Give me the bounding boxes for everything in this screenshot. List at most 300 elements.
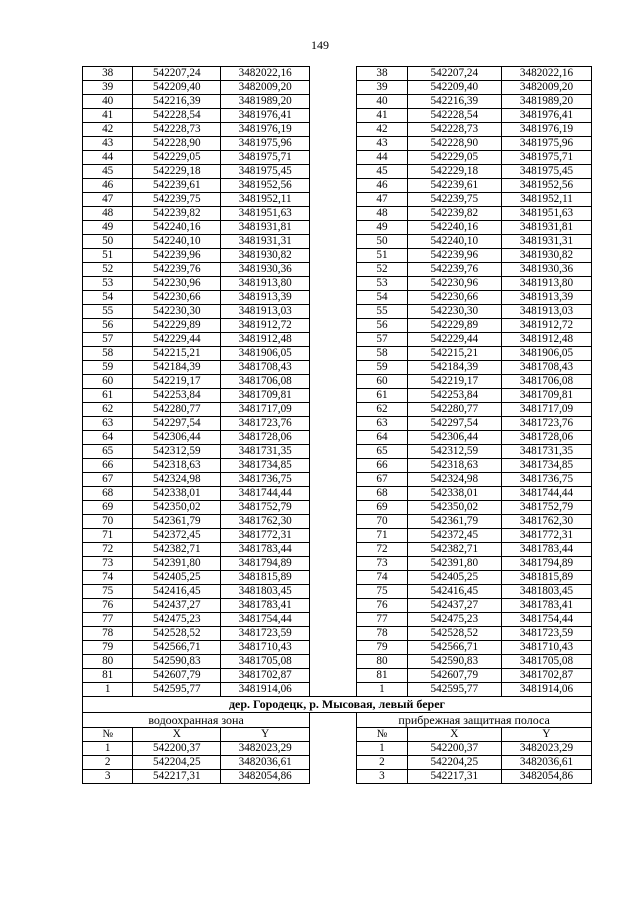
left-x-coordinate-cell: 542391,80 [133,557,221,571]
right-point-number-cell: 56 [357,319,407,333]
column-gap [310,770,357,784]
table-row [83,655,592,669]
left-x-coordinate-cell: 542228,54 [133,109,221,123]
right-point-number-cell: 1 [357,683,407,697]
page-number: 149 [311,38,329,52]
right-x-coordinate-cell: 542229,44 [407,333,501,347]
table-row [83,207,592,221]
right-point-number-cell: 40 [357,95,407,109]
column-gap [310,263,357,277]
left-y-coordinate-cell: 3481734,85 [221,459,310,473]
column-gap [310,529,357,543]
left-point-number-cell: 69 [83,501,133,515]
right-y-coordinate-cell: 3481803,45 [501,585,591,599]
left-x-coordinate-cell: 542253,84 [133,389,221,403]
left-y-coordinate-cell: 3481952,56 [221,179,310,193]
left-x-coordinate-cell: 542229,18 [133,165,221,179]
left-x-coordinate-cell: 542229,05 [133,151,221,165]
left-point-number-cell: 45 [83,165,133,179]
left-x-coordinate-cell: 542590,83 [133,655,221,669]
right-x-coordinate-cell: 542253,84 [407,389,501,403]
column-gap [310,683,357,697]
right-x-coordinate-cell: 542239,82 [407,207,501,221]
right-point-number-cell: 79 [357,641,407,655]
left-x-coordinate-cell: 542361,79 [133,515,221,529]
table-row [83,669,592,683]
column-gap [310,655,357,669]
column-gap [310,137,357,151]
right-point-number-cell: 59 [357,361,407,375]
left-x-coordinate-cell: 542416,45 [133,585,221,599]
left-x-coordinate-cell: 542239,75 [133,193,221,207]
right-point-number-cell: 73 [357,557,407,571]
left-point-number-cell: 76 [83,599,133,613]
column-gap [310,109,357,123]
left-y-coordinate-cell: 3481930,82 [221,249,310,263]
left-point-number-cell: 53 [83,277,133,291]
column-gap [310,277,357,291]
column-gap [310,756,357,770]
right-point-number-cell: 60 [357,375,407,389]
left-y-coordinate-cell: 3481717,09 [221,403,310,417]
right-x-coordinate-cell: 542204,25 [407,756,501,770]
left-x-coordinate-cell: 542215,21 [133,347,221,361]
left-point-number-cell: 3 [83,770,133,784]
column-gap [310,557,357,571]
table-row [83,193,592,207]
column-gap [310,249,357,263]
right-y-coordinate-cell: 3481952,56 [501,179,591,193]
right-y-coordinate-cell: 3481706,08 [501,375,591,389]
left-x-coordinate-cell: 542217,31 [133,770,221,784]
left-y-coordinate-cell: 3481752,79 [221,501,310,515]
right-y-coordinate-cell: 3482054,86 [501,770,591,784]
right-x-coordinate-cell: 542318,63 [407,459,501,473]
left-y-coordinate-cell: 3481783,41 [221,599,310,613]
table-row [83,459,592,473]
left-point-number-cell: 62 [83,403,133,417]
left-y-coordinate-cell: 3482009,20 [221,81,310,95]
table-row [83,543,592,557]
right-x-coordinate-cell: 542200,37 [407,742,501,756]
left-y-coordinate-cell: 3482023,29 [221,742,310,756]
left-x-coordinate-cell: 542229,44 [133,333,221,347]
table-row [83,473,592,487]
left-x-coordinate-cell: 542240,10 [133,235,221,249]
right-point-number-cell: 66 [357,459,407,473]
table-row [83,123,592,137]
column-gap [310,291,357,305]
column-gap [310,487,357,501]
right-y-coordinate-cell: 3481708,43 [501,361,591,375]
right-y-coordinate-cell: 3481783,41 [501,599,591,613]
right-x-coordinate-cell: 542240,16 [407,221,501,235]
column-gap [310,81,357,95]
left-y-header: Y [221,728,310,742]
right-x-coordinate-cell: 542230,30 [407,305,501,319]
left-x-coordinate-cell: 542475,23 [133,613,221,627]
left-x-coordinate-cell: 542350,02 [133,501,221,515]
left-y-coordinate-cell: 3481731,35 [221,445,310,459]
right-point-number-cell: 46 [357,179,407,193]
left-x-coordinate-cell: 542239,96 [133,249,221,263]
left-y-coordinate-cell: 3481952,11 [221,193,310,207]
left-point-number-cell: 43 [83,137,133,151]
left-x-coordinate-cell: 542204,25 [133,756,221,770]
left-y-coordinate-cell: 3481803,45 [221,585,310,599]
column-gap [310,571,357,585]
table-row [83,571,592,585]
right-y-coordinate-cell: 3481913,03 [501,305,591,319]
right-point-number-cell: 61 [357,389,407,403]
right-point-number-cell: 45 [357,165,407,179]
right-y-coordinate-cell: 3481975,96 [501,137,591,151]
right-x-coordinate-cell: 542306,44 [407,431,501,445]
subtitle-row [83,713,592,728]
column-gap [310,123,357,137]
right-x-coordinate-cell: 542350,02 [407,501,501,515]
left-x-coordinate-cell: 542297,54 [133,417,221,431]
right-x-coordinate-cell: 542228,73 [407,123,501,137]
left-x-coordinate-cell: 542229,89 [133,319,221,333]
right-point-number-cell: 38 [357,67,407,81]
left-y-coordinate-cell: 3481906,05 [221,347,310,361]
left-x-coordinate-cell: 542595,77 [133,683,221,697]
right-y-coordinate-cell: 3481728,06 [501,431,591,445]
left-point-number-cell: 70 [83,515,133,529]
table-row [83,599,592,613]
table-row [83,109,592,123]
right-x-coordinate-cell: 542590,83 [407,655,501,669]
right-x-coordinate-cell: 542239,61 [407,179,501,193]
right-x-coordinate-cell: 542209,40 [407,81,501,95]
column-gap [310,543,357,557]
left-y-coordinate-cell: 3481708,43 [221,361,310,375]
column-gap [310,613,357,627]
left-y-coordinate-cell: 3481772,31 [221,529,310,543]
right-x-coordinate-cell: 542216,39 [407,95,501,109]
column-gap [310,431,357,445]
right-point-number-cell: 58 [357,347,407,361]
left-y-coordinate-cell: 3481794,89 [221,557,310,571]
right-y-coordinate-cell: 3481752,79 [501,501,591,515]
left-x-coordinate-cell: 542372,45 [133,529,221,543]
right-point-number-cell: 49 [357,221,407,235]
column-gap [310,641,357,655]
table-row [83,249,592,263]
right-point-number-cell: 80 [357,655,407,669]
left-point-number-cell: 51 [83,249,133,263]
right-x-coordinate-cell: 542361,79 [407,515,501,529]
right-x-coordinate-cell: 542240,10 [407,235,501,249]
right-point-number-cell: 64 [357,431,407,445]
left-x-coordinate-cell: 542607,79 [133,669,221,683]
right-number-header: № [357,728,407,742]
left-y-coordinate-cell: 3481913,39 [221,291,310,305]
left-point-number-cell: 54 [83,291,133,305]
right-y-coordinate-cell: 3481731,35 [501,445,591,459]
left-x-coordinate-cell: 542219,17 [133,375,221,389]
left-point-number-cell: 73 [83,557,133,571]
table-row [83,165,592,179]
left-point-number-cell: 46 [83,179,133,193]
left-point-number-cell: 58 [83,347,133,361]
column-gap [310,95,357,109]
column-gap [310,501,357,515]
right-x-coordinate-cell: 542391,80 [407,557,501,571]
left-y-coordinate-cell: 3481723,76 [221,417,310,431]
left-point-number-cell: 81 [83,669,133,683]
table-row [83,445,592,459]
table-row [83,95,592,109]
right-point-number-cell: 44 [357,151,407,165]
table-row [83,487,592,501]
left-y-coordinate-cell: 3481709,81 [221,389,310,403]
left-point-number-cell: 40 [83,95,133,109]
right-y-coordinate-cell: 3481976,19 [501,123,591,137]
left-x-coordinate-cell: 542239,61 [133,179,221,193]
left-point-number-cell: 75 [83,585,133,599]
right-y-coordinate-cell: 3481734,85 [501,459,591,473]
left-y-coordinate-cell: 3481913,03 [221,305,310,319]
right-point-number-cell: 78 [357,627,407,641]
left-y-coordinate-cell: 3481976,19 [221,123,310,137]
right-x-coordinate-cell: 542566,71 [407,641,501,655]
column-gap [310,445,357,459]
right-y-coordinate-cell: 3481794,89 [501,557,591,571]
left-number-header: № [83,728,133,742]
column-gap [310,459,357,473]
column-gap [310,403,357,417]
column-gap [310,165,357,179]
left-point-number-cell: 77 [83,613,133,627]
right-x-header: X [407,728,501,742]
right-x-coordinate-cell: 542229,05 [407,151,501,165]
right-point-number-cell: 70 [357,515,407,529]
section-table-row [83,742,592,756]
left-x-coordinate-cell: 542216,39 [133,95,221,109]
left-x-coordinate-cell: 542382,71 [133,543,221,557]
left-y-coordinate-cell: 3481931,31 [221,235,310,249]
section-table-row [83,770,592,784]
left-point-number-cell: 38 [83,67,133,81]
left-point-number-cell: 1 [83,683,133,697]
right-x-coordinate-cell: 542229,18 [407,165,501,179]
right-y-coordinate-cell: 3481717,09 [501,403,591,417]
right-x-coordinate-cell: 542184,39 [407,361,501,375]
left-y-coordinate-cell: 3481951,63 [221,207,310,221]
column-gap [310,333,357,347]
right-point-number-cell: 69 [357,501,407,515]
left-point-number-cell: 42 [83,123,133,137]
left-y-coordinate-cell: 3482036,61 [221,756,310,770]
right-point-number-cell: 72 [357,543,407,557]
left-x-coordinate-cell: 542306,44 [133,431,221,445]
column-gap [310,728,357,742]
right-y-coordinate-cell: 3481989,20 [501,95,591,109]
column-gap [310,193,357,207]
right-y-coordinate-cell: 3481723,76 [501,417,591,431]
left-y-coordinate-cell: 3481744,44 [221,487,310,501]
right-x-coordinate-cell: 542416,45 [407,585,501,599]
section-title: дер. Городецк, р. Мысовая, левый берег [83,697,592,713]
right-subtitle: прибрежная защитная полоса [357,713,592,728]
left-point-number-cell: 39 [83,81,133,95]
right-x-coordinate-cell: 542437,27 [407,599,501,613]
right-y-coordinate-cell: 3481723,59 [501,627,591,641]
left-point-number-cell: 49 [83,221,133,235]
right-x-coordinate-cell: 542228,90 [407,137,501,151]
table-row [83,375,592,389]
right-y-coordinate-cell: 3481951,63 [501,207,591,221]
table-row [83,291,592,305]
left-x-coordinate-cell: 542239,82 [133,207,221,221]
table-row [83,613,592,627]
right-y-coordinate-cell: 3481912,48 [501,333,591,347]
left-point-number-cell: 41 [83,109,133,123]
right-x-coordinate-cell: 542229,89 [407,319,501,333]
right-point-number-cell: 1 [357,742,407,756]
right-y-coordinate-cell: 3481912,72 [501,319,591,333]
table-row [83,683,592,697]
right-y-coordinate-cell: 3481772,31 [501,529,591,543]
right-point-number-cell: 71 [357,529,407,543]
left-y-coordinate-cell: 3481976,41 [221,109,310,123]
right-point-number-cell: 57 [357,333,407,347]
right-x-coordinate-cell: 542475,23 [407,613,501,627]
table-row [83,389,592,403]
left-y-coordinate-cell: 3482022,16 [221,67,310,81]
right-point-number-cell: 50 [357,235,407,249]
right-point-number-cell: 65 [357,445,407,459]
table-row [83,641,592,655]
column-gap [310,207,357,221]
right-y-coordinate-cell: 3481705,08 [501,655,591,669]
left-subtitle: водоохранная зона [83,713,310,728]
left-x-coordinate-cell: 542566,71 [133,641,221,655]
right-y-coordinate-cell: 3481914,06 [501,683,591,697]
column-gap [310,375,357,389]
left-y-coordinate-cell: 3481728,06 [221,431,310,445]
right-y-coordinate-cell: 3481709,81 [501,389,591,403]
table-row [83,263,592,277]
right-point-number-cell: 62 [357,403,407,417]
table-row [83,319,592,333]
left-x-coordinate-cell: 542184,39 [133,361,221,375]
right-x-coordinate-cell: 542230,66 [407,291,501,305]
right-x-coordinate-cell: 542207,24 [407,67,501,81]
table-row [83,137,592,151]
right-y-coordinate-cell: 3482023,29 [501,742,591,756]
left-x-coordinate-cell: 542230,96 [133,277,221,291]
left-x-coordinate-cell: 542312,59 [133,445,221,459]
right-y-coordinate-cell: 3481783,44 [501,543,591,557]
right-y-coordinate-cell: 3481815,89 [501,571,591,585]
table-row [83,67,592,81]
left-point-number-cell: 2 [83,756,133,770]
left-y-coordinate-cell: 3481723,59 [221,627,310,641]
left-y-coordinate-cell: 3481931,81 [221,221,310,235]
left-y-coordinate-cell: 3481706,08 [221,375,310,389]
right-point-number-cell: 3 [357,770,407,784]
left-point-number-cell: 67 [83,473,133,487]
right-y-coordinate-cell: 3481710,43 [501,641,591,655]
left-point-number-cell: 65 [83,445,133,459]
right-y-coordinate-cell: 3481913,80 [501,277,591,291]
table-row [83,585,592,599]
left-point-number-cell: 47 [83,193,133,207]
left-x-coordinate-cell: 542405,25 [133,571,221,585]
right-y-coordinate-cell: 3481754,44 [501,613,591,627]
left-point-number-cell: 48 [83,207,133,221]
column-gap [310,627,357,641]
right-x-coordinate-cell: 542324,98 [407,473,501,487]
right-x-coordinate-cell: 542405,25 [407,571,501,585]
column-gap [310,151,357,165]
right-x-coordinate-cell: 542338,01 [407,487,501,501]
right-point-number-cell: 42 [357,123,407,137]
right-x-coordinate-cell: 542239,96 [407,249,501,263]
right-point-number-cell: 63 [357,417,407,431]
left-x-coordinate-cell: 542437,27 [133,599,221,613]
left-point-number-cell: 59 [83,361,133,375]
left-point-number-cell: 1 [83,742,133,756]
left-point-number-cell: 78 [83,627,133,641]
right-point-number-cell: 77 [357,613,407,627]
right-x-coordinate-cell: 542228,54 [407,109,501,123]
left-y-coordinate-cell: 3482054,86 [221,770,310,784]
right-y-coordinate-cell: 3482009,20 [501,81,591,95]
left-y-coordinate-cell: 3481975,71 [221,151,310,165]
left-y-coordinate-cell: 3481975,96 [221,137,310,151]
table-row [83,179,592,193]
left-y-coordinate-cell: 3481912,48 [221,333,310,347]
right-point-number-cell: 81 [357,669,407,683]
right-point-number-cell: 75 [357,585,407,599]
column-gap [310,417,357,431]
left-y-coordinate-cell: 3481913,80 [221,277,310,291]
column-gap [310,347,357,361]
right-y-coordinate-cell: 3481906,05 [501,347,591,361]
right-point-number-cell: 43 [357,137,407,151]
right-y-header: Y [501,728,591,742]
column-gap [310,473,357,487]
right-x-coordinate-cell: 542239,75 [407,193,501,207]
right-x-coordinate-cell: 542280,77 [407,403,501,417]
column-gap [310,669,357,683]
left-x-coordinate-cell: 542239,76 [133,263,221,277]
right-point-number-cell: 48 [357,207,407,221]
table-row [83,557,592,571]
table-row [83,627,592,641]
left-x-coordinate-cell: 542230,30 [133,305,221,319]
left-x-coordinate-cell: 542280,77 [133,403,221,417]
right-x-coordinate-cell: 542312,59 [407,445,501,459]
right-x-coordinate-cell: 542297,54 [407,417,501,431]
right-point-number-cell: 68 [357,487,407,501]
left-point-number-cell: 44 [83,151,133,165]
column-gap [310,221,357,235]
left-x-coordinate-cell: 542318,63 [133,459,221,473]
column-gap [310,599,357,613]
left-y-coordinate-cell: 3481754,44 [221,613,310,627]
right-point-number-cell: 41 [357,109,407,123]
right-y-coordinate-cell: 3482036,61 [501,756,591,770]
right-y-coordinate-cell: 3481762,30 [501,515,591,529]
left-y-coordinate-cell: 3481989,20 [221,95,310,109]
right-y-coordinate-cell: 3481952,11 [501,193,591,207]
left-point-number-cell: 57 [83,333,133,347]
